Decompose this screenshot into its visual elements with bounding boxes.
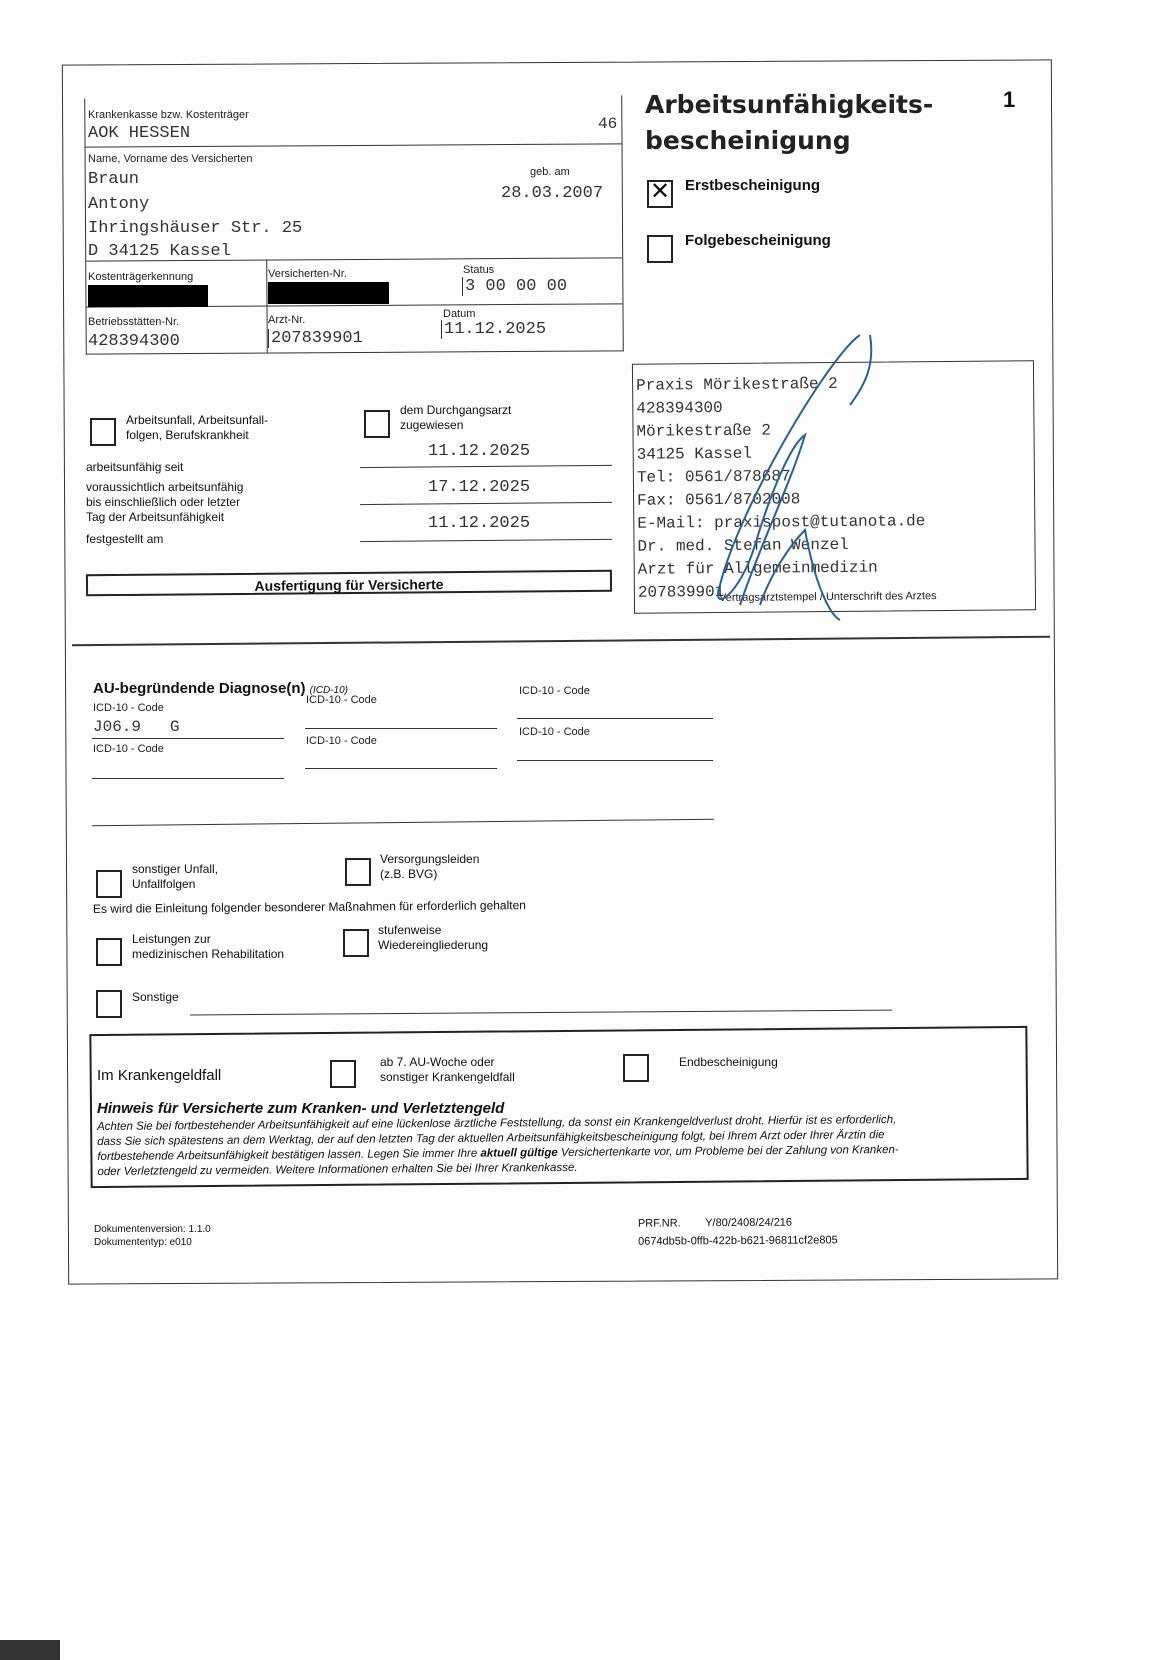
last-name: Braun [88, 170, 140, 189]
end-cert-label: Endbescheinigung [679, 1055, 778, 1069]
gradual-checkbox[interactable] [343, 929, 369, 957]
date-label: Datum [443, 308, 476, 320]
site-no-label: Betriebsstätten-Nr. [88, 316, 180, 328]
measures-text: Es wird die Einleitung folgender besonderer Maßnahmen für erforderlich gehalten [92, 898, 526, 916]
scan-shadow [0, 1640, 60, 1660]
prf-info: PRF.NR. Y/80/2408/24/216 0674db5b-0ffb-422b-b621-96811cf2e805 [637, 1216, 838, 1248]
found-label: festgestellt am [86, 532, 164, 546]
stamp-line: Mörikestraße 2 [636, 421, 772, 441]
signature [680, 325, 920, 625]
doc-meta: Dokumentenversion: 1.1.0 Dokumententyp: e010 [94, 1224, 211, 1248]
redacted-insured-no [268, 282, 389, 304]
stamp-line: Dr. med. Stefan Wenzel [637, 535, 849, 556]
week7-checkbox[interactable] [330, 1060, 356, 1088]
title: Arbeitsunfähigkeits- [645, 90, 934, 119]
stamp-line: 428394300 [636, 398, 723, 418]
other-label: Sonstige [132, 990, 179, 1004]
copy-for-label: Ausfertigung für Versicherte [86, 570, 612, 597]
since-date: 11.12.2025 [428, 442, 531, 461]
first-cert-label: Erstbescheinigung [685, 177, 821, 194]
stamp-caption: Vertragsarztstempel / Unterschrift des Arztes [718, 590, 937, 605]
insured-no-label: Versicherten-Nr. [268, 268, 347, 280]
hint-title: Hinweis für Versicherte zum Kranken- und Verletztengeld [97, 1100, 505, 1117]
city: D 34125 Kassel [88, 242, 231, 261]
title-line2: bescheinigung [645, 126, 851, 155]
until-date: 17.12.2025 [428, 478, 531, 497]
other-accident-label: sonstiger Unfall, Unfallfolgen [132, 862, 219, 891]
copy-number: 1 [1003, 87, 1016, 112]
end-cert-checkbox[interactable] [623, 1054, 649, 1082]
first-cert-checkbox[interactable] [647, 180, 673, 208]
icd-label: ICD-10 - Code [306, 694, 377, 706]
icd-label: ICD-10 - Code [519, 685, 590, 697]
insurer-label: Krankenkasse bzw. Kostenträger [88, 109, 249, 121]
icd-label: ICD-10 - Code [306, 735, 377, 747]
icd-label: ICD-10 - Code [93, 743, 164, 755]
rehab-label: Leistungen zur medizinischen Rehabilitation [132, 932, 285, 961]
stamp-line: Fax: 0561/8702008 [637, 490, 801, 510]
accident-label: Arbeitsunfall, Arbeitsunfall- folgen, Berufskrankheit [126, 413, 269, 442]
stamp-line: 34125 Kassel [636, 444, 753, 464]
icd-label: ICD-10 - Code [93, 702, 164, 714]
other-checkbox[interactable] [96, 990, 122, 1018]
stamp-line: Praxis Mörikestraße 2 [636, 374, 838, 395]
found-date: 11.12.2025 [428, 514, 531, 533]
diagnosis-title: AU-begründende Diagnose(n) (ICD-10) [93, 680, 349, 697]
follow-cert-label: Folgebescheinigung [685, 232, 831, 249]
first-name: Antony [88, 195, 150, 214]
dob: 28.03.2007 [501, 184, 604, 203]
insurer: AOK HESSEN [88, 124, 191, 143]
rehab-checkbox[interactable] [96, 938, 122, 966]
durchgang-checkbox[interactable] [364, 410, 390, 438]
week7-label: ab 7. AU-Woche oder sonstiger Krankengeldfall [380, 1055, 515, 1084]
icd-label: ICD-10 - Code [519, 726, 590, 738]
dob-label: geb. am [530, 166, 570, 178]
supply-checkbox[interactable] [345, 858, 371, 886]
diagnosis-1: J06.9 G [93, 718, 180, 736]
other-accident-checkbox[interactable] [96, 870, 122, 898]
date: 11.12.2025 [441, 320, 546, 339]
stamp-line: Tel: 0561/878687 [636, 467, 791, 487]
redacted-payer-id [88, 285, 208, 307]
stamp-line: 207839901 [637, 582, 725, 602]
status-label: Status [463, 264, 495, 276]
sick-pay-label: Im Krankengeldfall [97, 1067, 222, 1084]
stamp-line: Arzt für Allgemeinmedizin [637, 558, 878, 579]
payer-id-label: Kostenträgerkennung [88, 271, 194, 283]
doctor-no: 207839901 [268, 329, 363, 348]
supply-label: Versorgungsleiden (z.B. BVG) [380, 852, 480, 881]
hint-text: Achten Sie bei fortbestehender Arbeitsunfähigkeit auf eine lückenlose ärztliche Feststellung, da sonst ein Krankengeldverlust droht. Hierfür ist es erforderlich, dass Sie sich spätestens an dem Werktag, der auf den letzten Tag der aktuellen Arbeitsunfähigkeitsbescheinigung folgt, bei Ihrem Arzt oder Ihrer Ärztin die fortbestehende Arbeitsunfähigkeit bestätigen lassen. Legen Sie immer Ihre aktuell gültige Versichertenkarte vor, um Probleme bei der Zahlung von Kranken- oder Verletztengeld zu vermeiden. Weitere Informationen erhalten Sie bei Ihrer Krankenkasse. [97, 1114, 899, 1178]
street: Ihringshäuser Str. 25 [88, 219, 303, 238]
gradual-label: stufenweise Wiedereingliederung [378, 923, 489, 952]
until-label: voraussichtlich arbeitsunfähig bis einschließlich oder letzter Tag der Arbeitsunfähigkeit [86, 480, 244, 524]
follow-cert-checkbox[interactable] [647, 235, 673, 263]
durchgang-label: dem Durchgangsarzt zugewiesen [400, 403, 512, 432]
since-label: arbeitsunfähig seit [86, 460, 184, 474]
stamp-line: E-Mail: praxispost@tutanota.de [637, 512, 926, 533]
site-no: 428394300 [88, 332, 180, 351]
name-label: Name, Vorname des Versicherten [88, 153, 253, 165]
accident-checkbox[interactable] [90, 418, 116, 446]
insurer-code: 46 [598, 115, 618, 133]
doctor-no-label: Arzt-Nr. [268, 314, 306, 326]
checked-x-icon: ✕ [650, 178, 671, 205]
status: 3 00 00 00 [462, 277, 567, 296]
